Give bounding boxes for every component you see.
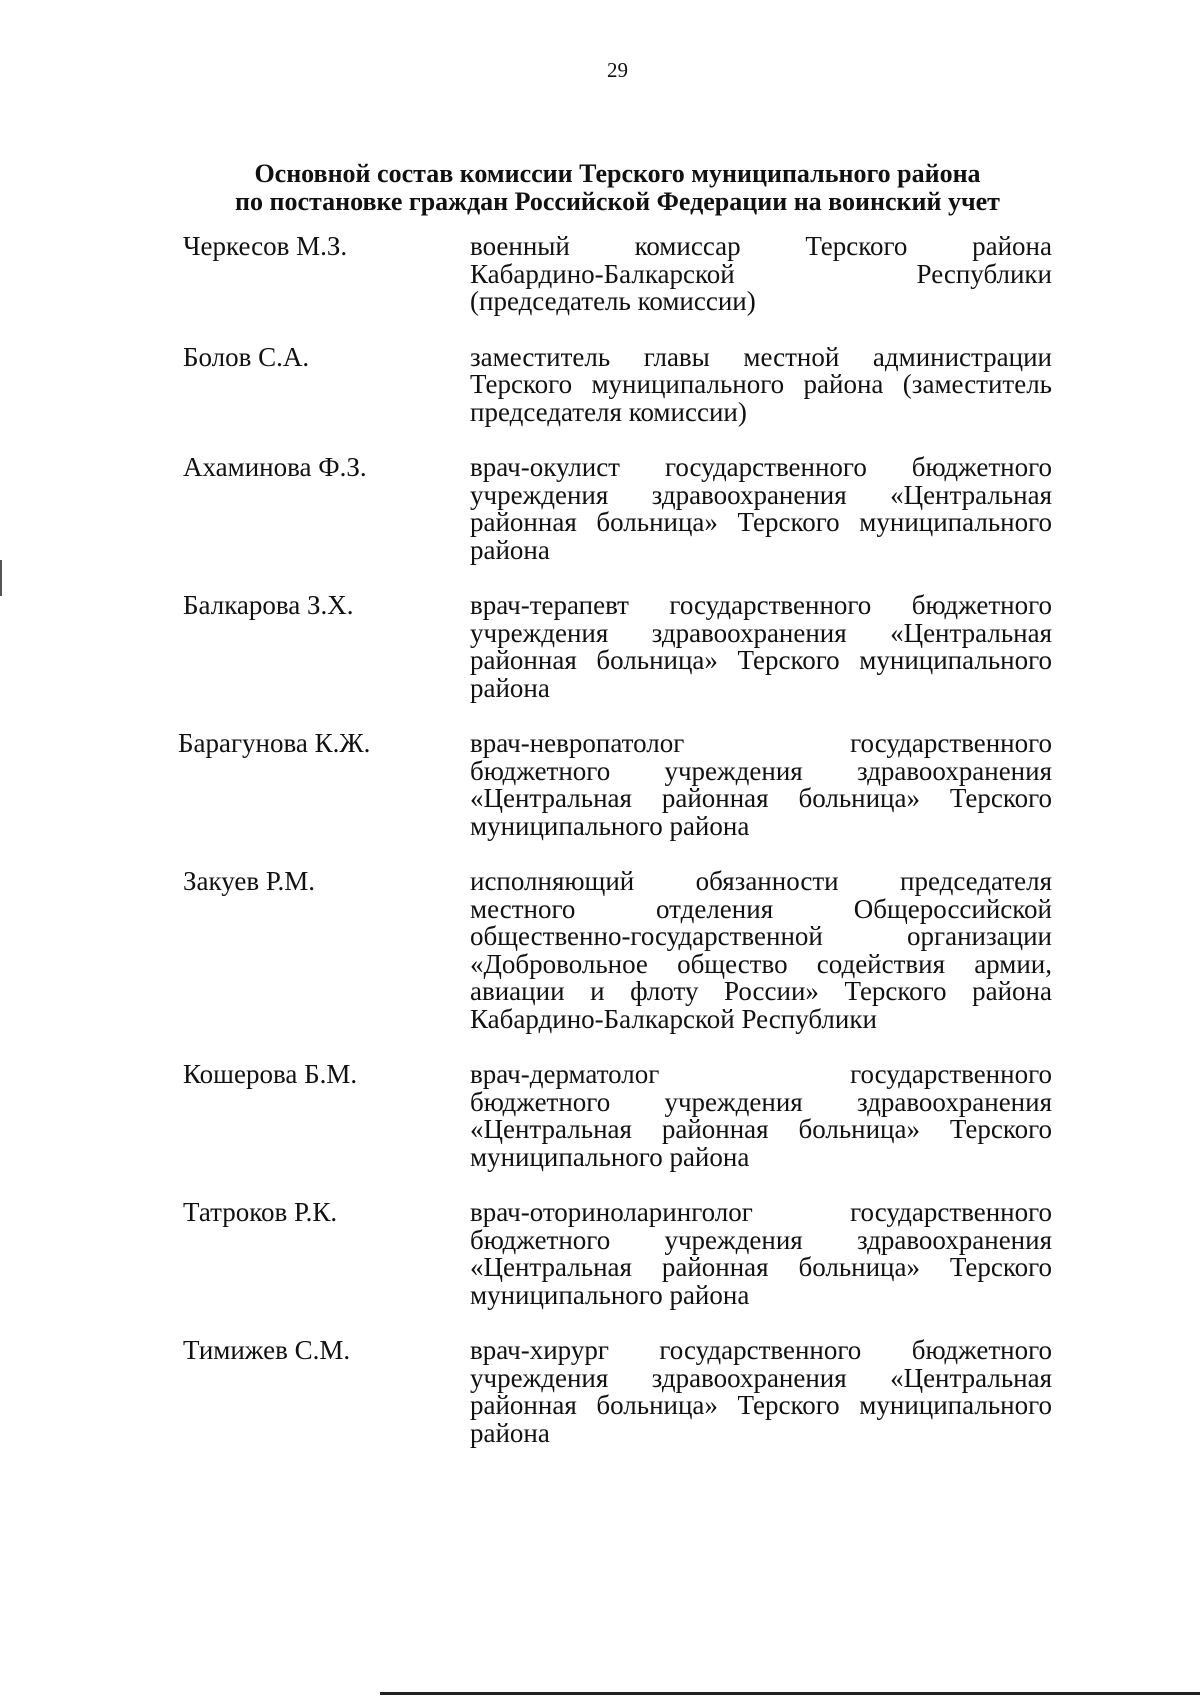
member-role [470,1199,1052,1309]
member-name: Кошерова Б.М. [183,1059,358,1089]
member-role-line: врач-невропатолог государственного [470,728,1052,758]
member-row [0,341,1200,427]
member-row [0,868,1200,1033]
document-title-line-1: Основной состав комиссии Терского муниципального района [254,159,981,188]
member-role-line: общественно-государственной организации [470,921,1052,951]
member-role-line: муниципального района [470,1279,750,1310]
member-name: Закуев Р.М. [183,866,316,896]
member-role-line: местного отделения Общероссийской [470,893,1052,924]
member-row [0,592,1200,702]
member-name: Черкесов М.З. [183,231,348,261]
member-role [470,730,1052,840]
member-role-line: учреждения здравоохранения «Центральная [470,479,1052,510]
document-title-line-2: по постановке граждан Российской Федерации на воинский учет [235,187,1000,216]
member-row [0,1199,1200,1309]
member-role-line: муниципального района [470,810,750,841]
member-role-line: председателя комиссии) [470,396,747,427]
member-role-line: (председатель комиссии) [470,286,756,316]
member-role-line: «Центральная районная больница» Терского [470,783,1052,813]
member-role-line: врач-терапевт государственного бюджетного [470,590,1052,620]
member-role-line: учреждения здравоохранения «Центральная [470,1362,1052,1393]
member-role [470,1061,1052,1171]
member-role-line: Кабардино-Балкарской Республики [470,258,1052,289]
member-role-line: «Центральная районная больница» Терского [470,1114,1052,1144]
member-name: Балкарова З.Х. [183,590,354,620]
member-row [0,1061,1200,1171]
member-role-line: врач-оториноларинголог государственного [470,1197,1052,1227]
member-role-line: заместитель главы местной администрации [470,341,1052,372]
member-role [470,341,1052,427]
member-role-line: Терского муниципального района (заместитель [470,369,1052,399]
member-name: Ахаминова Ф.З. [183,452,367,482]
member-role-line: района [470,1417,550,1448]
member-role-line: военный комиссар Терского района [470,231,1052,261]
member-name: Тимижев С.М. [183,1335,351,1365]
member-role-line: районная больница» Терского муниципального [470,1390,1052,1420]
member-role-line: врач-окулист государственного бюджетного [470,452,1052,482]
page-number: 29 [607,58,628,82]
commission-members-list [0,233,1200,1475]
member-role-line: района [470,534,550,565]
member-role [470,454,1052,564]
member-row [0,1337,1200,1447]
member-row [0,730,1200,840]
bottom-rule [380,1692,1200,1695]
member-role-line: исполняющий обязанности председателя [470,866,1052,896]
member-name: Болов С.А. [183,341,310,372]
member-role [470,233,1052,316]
member-role-line: района [470,672,550,703]
member-row [0,233,1200,316]
member-role-line: бюджетного учреждения здравоохранения [470,1224,1052,1255]
member-name: Барагунова К.Ж. [178,728,371,758]
member-role-line: бюджетного учреждения здравоохранения [470,1086,1052,1117]
member-role-line: авиации и флоту России» Терского района [470,976,1052,1006]
member-role-line: бюджетного учреждения здравоохранения [470,755,1052,786]
member-role-line: врач-дерматолог государственного [470,1059,1052,1089]
document-title [150,160,1085,216]
member-role [470,1337,1052,1447]
member-role [470,592,1052,702]
member-role-line: врач-хирург государственного бюджетного [470,1335,1052,1365]
member-role-line: муниципального района [470,1141,750,1172]
member-name: Татроков Р.К. [183,1197,338,1227]
member-role-line: районная больница» Терского муниципального [470,507,1052,537]
member-role [470,868,1052,1033]
member-role-line: «Центральная районная больница» Терского [470,1252,1052,1282]
member-role-line: «Добровольное общество содействия армии, [470,948,1052,979]
member-role-line: Кабардино-Балкарской Республики [470,1003,877,1034]
member-role-line: учреждения здравоохранения «Центральная [470,617,1052,648]
member-row [0,454,1200,564]
member-role-line: районная больница» Терского муниципального [470,645,1052,675]
